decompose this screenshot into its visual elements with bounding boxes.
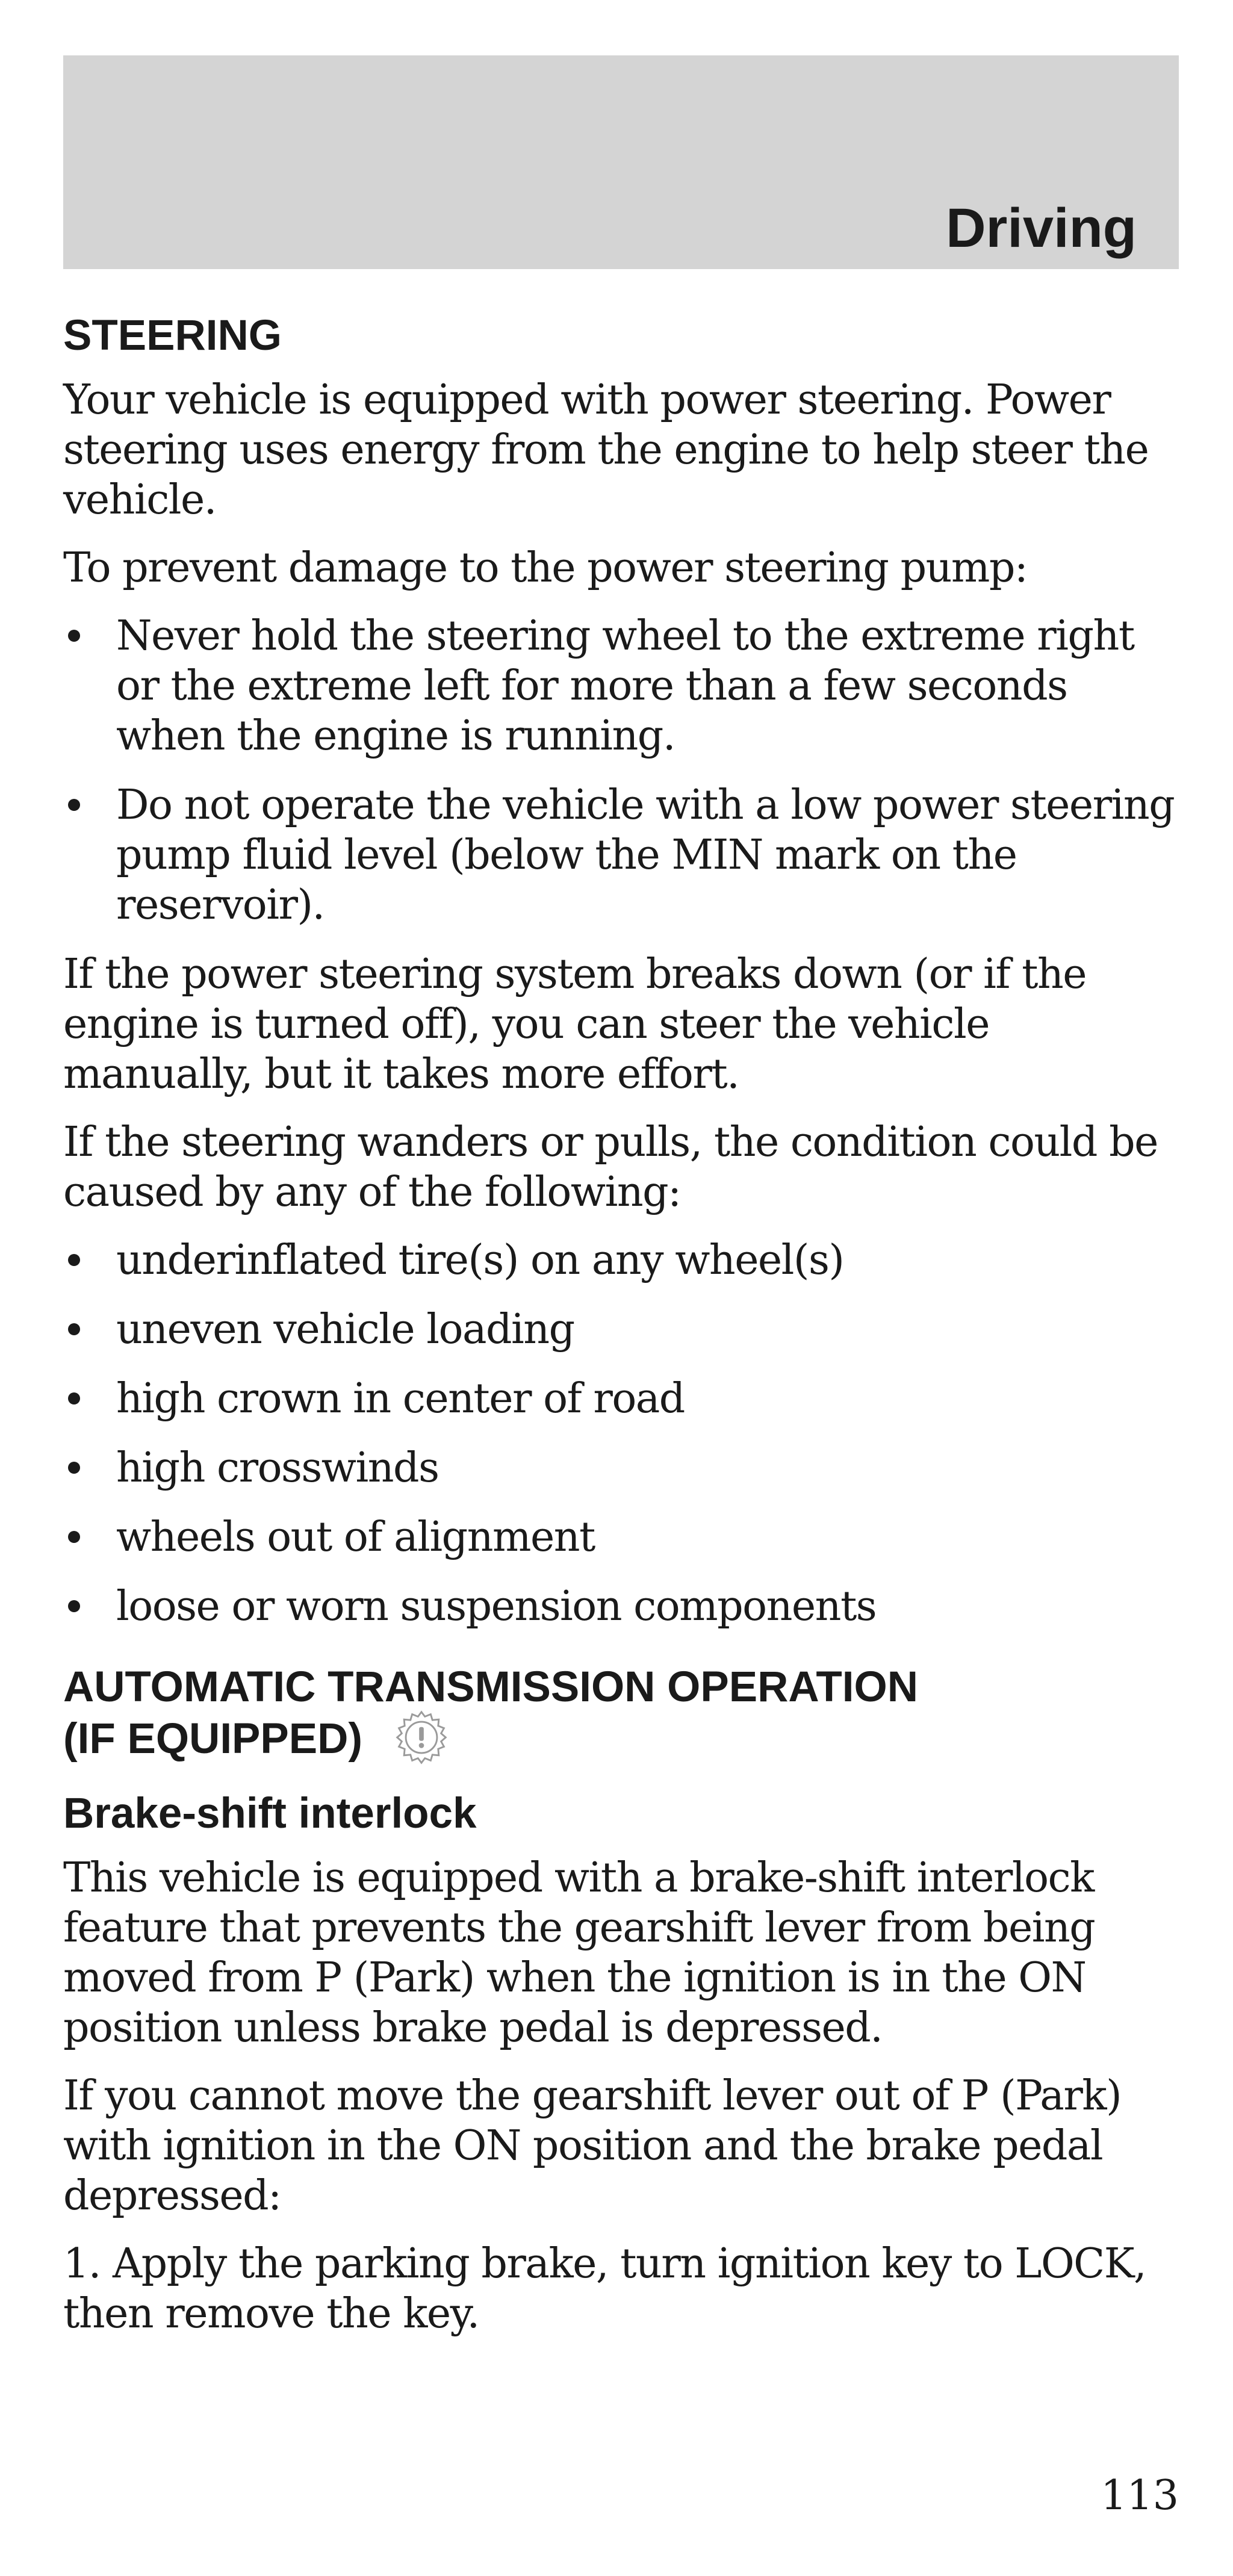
steering-prevent-text: To prevent damage to the power steering pump: xyxy=(63,544,1028,592)
bullet-icon xyxy=(68,1600,80,1612)
section-header-band xyxy=(63,55,1179,269)
steering-causes-list xyxy=(63,1235,1179,1631)
interlock-description: This vehicle is equipped with a brake-shift interlock feature that prevents the gearshift lever from being moved from P (Park) when the ignition is in the ON position unless brake pedal is depressed. xyxy=(63,1854,1095,2052)
bullet-icon xyxy=(68,1462,80,1474)
page-number: 113 xyxy=(1101,2472,1179,2519)
interlock-step-1: 1. Apply the parking brake, turn ignition key to LOCK, then remove the key. xyxy=(63,2240,1146,2338)
bullet-icon xyxy=(68,1531,80,1543)
steering-heading: STEERING xyxy=(63,312,282,359)
steering-breakdown-text: If the power steering system breaks down (or if the engine is turned off), you can steer the vehicle manually, but it takes more effort. xyxy=(63,951,1087,1098)
page-content xyxy=(63,310,1179,2357)
list-item: wheels out of alignment xyxy=(63,1512,1179,1562)
pump-precautions-list xyxy=(63,611,1179,930)
list-item: uneven vehicle loading xyxy=(63,1305,1179,1355)
steering-wanders-text: If the steering wanders or pulls, the condition could be caused by any of the following: xyxy=(63,1119,1158,1216)
transmission-heading-line1: AUTOMATIC TRANSMISSION OPERATION xyxy=(63,1663,918,1711)
section-title: Driving xyxy=(946,197,1137,259)
list-item: high crosswinds xyxy=(63,1443,1179,1493)
steering-intro: Your vehicle is equipped with power steering. Power steering uses energy from the engine to help steer the vehicle. xyxy=(63,376,1149,524)
bullet-icon xyxy=(68,630,80,642)
bullet-icon xyxy=(68,799,80,811)
bullet-icon xyxy=(68,1323,80,1335)
list-item: Do not operate the vehicle with a low power steering pump fluid level (below the MIN mark on the reservoir). xyxy=(63,780,1179,930)
brake-shift-interlock-heading: Brake-shift interlock xyxy=(63,1790,477,1838)
bullet-icon xyxy=(68,1254,80,1266)
interlock-condition: If you cannot move the gearshift lever out of P (Park) with ignition in the ON position and the brake pedal depressed: xyxy=(63,2072,1122,2220)
transmission-warning-icon xyxy=(393,1709,450,1766)
list-item: loose or worn suspension components xyxy=(63,1581,1179,1631)
transmission-heading-line2: (IF EQUIPPED) xyxy=(63,1715,363,1763)
transmission-heading xyxy=(63,1662,1179,1766)
bullet-icon xyxy=(68,1392,80,1404)
list-item: underinflated tire(s) on any wheel(s) xyxy=(63,1235,1179,1285)
list-item: Never hold the steering wheel to the extreme right or the extreme left for more than a few seconds when the engine is running. xyxy=(63,611,1179,761)
list-item: high crown in center of road xyxy=(63,1374,1179,1424)
